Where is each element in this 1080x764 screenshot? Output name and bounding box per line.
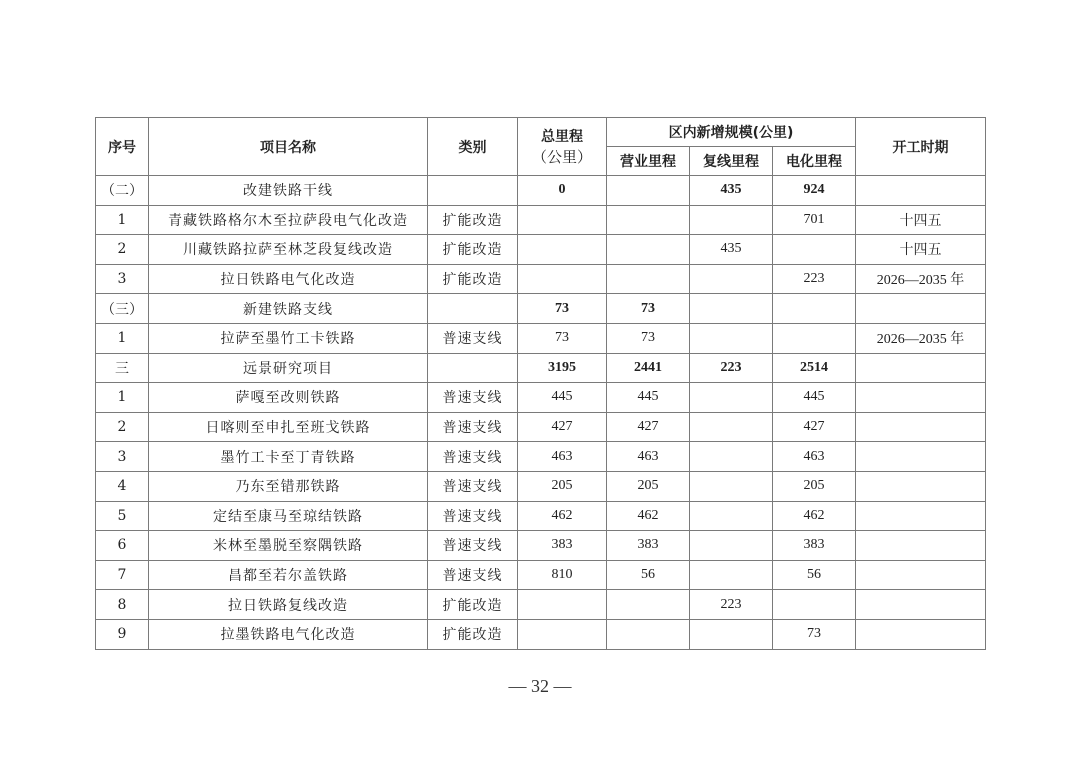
cell-double-track-mileage (690, 412, 773, 442)
cell-operating-mileage: 445 (607, 383, 690, 413)
cell-electrified-mileage (773, 294, 856, 324)
cell-seq: 3 (96, 264, 149, 294)
cell-electrified-mileage (773, 235, 856, 265)
cell-project-name: 萨嘎至改则铁路 (149, 383, 428, 413)
cell-start-time: 十四五 (856, 235, 986, 265)
cell-project-name: 拉日铁路电气化改造 (149, 264, 428, 294)
cell-start-time (856, 531, 986, 561)
table-row (96, 560, 986, 590)
cell-start-time (856, 471, 986, 501)
cell-category: 扩能改造 (428, 205, 518, 235)
cell-operating-mileage: 205 (607, 471, 690, 501)
cell-project-name: 日喀则至申扎至班戈铁路 (149, 412, 428, 442)
cell-project-name: 定结至康马至琼结铁路 (149, 501, 428, 531)
cell-double-track-mileage (690, 205, 773, 235)
cell-project-name: 远景研究项目 (149, 353, 428, 383)
table-row (96, 323, 986, 353)
cell-category: 普速支线 (428, 412, 518, 442)
cell-operating-mileage: 427 (607, 412, 690, 442)
cell-double-track-mileage (690, 323, 773, 353)
table-row (96, 235, 986, 265)
cell-total-mileage (518, 264, 607, 294)
cell-operating-mileage (607, 176, 690, 206)
cell-category: 扩能改造 (428, 235, 518, 265)
cell-electrified-mileage: 462 (773, 501, 856, 531)
cell-operating-mileage: 73 (607, 323, 690, 353)
table-row (96, 205, 986, 235)
cell-seq: 2 (96, 235, 149, 265)
railway-projects-table (95, 117, 986, 650)
cell-project-name: 川藏铁路拉萨至林芝段复线改造 (149, 235, 428, 265)
cell-double-track-mileage (690, 442, 773, 472)
cell-operating-mileage: 462 (607, 501, 690, 531)
section-row (96, 294, 986, 324)
cell-project-name: 青藏铁路格尔木至拉萨段电气化改造 (149, 205, 428, 235)
cell-electrified-mileage (773, 323, 856, 353)
table-row (96, 471, 986, 501)
table-row (96, 442, 986, 472)
cell-operating-mileage (607, 264, 690, 294)
cell-double-track-mileage: 223 (690, 590, 773, 620)
cell-start-time: 2026—2035 年 (856, 264, 986, 294)
cell-project-name: 拉墨铁路电气化改造 (149, 619, 428, 649)
cell-operating-mileage: 2441 (607, 353, 690, 383)
cell-seq: 2 (96, 412, 149, 442)
header-double-track: 复线里程 (690, 147, 773, 176)
page-number: — 32 — (508, 676, 572, 696)
cell-start-time (856, 294, 986, 324)
table-row (96, 383, 986, 413)
cell-electrified-mileage: 445 (773, 383, 856, 413)
cell-seq: 三 (96, 353, 149, 383)
cell-start-time (856, 619, 986, 649)
cell-electrified-mileage: 924 (773, 176, 856, 206)
cell-double-track-mileage: 435 (690, 235, 773, 265)
cell-electrified-mileage (773, 590, 856, 620)
cell-total-mileage (518, 205, 607, 235)
cell-category: 普速支线 (428, 323, 518, 353)
table-body (96, 176, 986, 650)
cell-total-mileage (518, 590, 607, 620)
cell-seq: 3 (96, 442, 149, 472)
cell-category: 普速支线 (428, 531, 518, 561)
cell-operating-mileage: 73 (607, 294, 690, 324)
cell-category (428, 294, 518, 324)
cell-double-track-mileage: 435 (690, 176, 773, 206)
cell-double-track-mileage (690, 560, 773, 590)
cell-project-name: 乃东至错那铁路 (149, 471, 428, 501)
header-category: 类别 (428, 118, 518, 176)
cell-category: 普速支线 (428, 471, 518, 501)
cell-seq: 5 (96, 501, 149, 531)
cell-project-name: 拉日铁路复线改造 (149, 590, 428, 620)
header-seq: 序号 (96, 118, 149, 176)
cell-electrified-mileage: 205 (773, 471, 856, 501)
cell-project-name: 昌都至若尔盖铁路 (149, 560, 428, 590)
cell-total-mileage: 462 (518, 501, 607, 531)
cell-total-mileage: 427 (518, 412, 607, 442)
cell-category: 普速支线 (428, 501, 518, 531)
cell-total-mileage: 3195 (518, 353, 607, 383)
table-row (96, 590, 986, 620)
cell-category (428, 176, 518, 206)
header-total-unit: （公里） (531, 148, 592, 166)
cell-operating-mileage (607, 235, 690, 265)
cell-total-mileage: 810 (518, 560, 607, 590)
cell-project-name: 改建铁路干线 (149, 176, 428, 206)
header-new-scale: 区内新增规模(公里) (607, 118, 856, 147)
header-operating: 营业里程 (607, 147, 690, 176)
cell-start-time (856, 560, 986, 590)
table-row (96, 412, 986, 442)
cell-electrified-mileage: 2514 (773, 353, 856, 383)
cell-category: 普速支线 (428, 560, 518, 590)
cell-total-mileage: 445 (518, 383, 607, 413)
cell-seq: 1 (96, 383, 149, 413)
cell-double-track-mileage (690, 471, 773, 501)
cell-category (428, 353, 518, 383)
cell-seq: （三） (96, 294, 149, 324)
section-row (96, 176, 986, 206)
cell-seq: （二） (96, 176, 149, 206)
cell-project-name: 墨竹工卡至丁青铁路 (149, 442, 428, 472)
cell-double-track-mileage (690, 383, 773, 413)
cell-start-time (856, 590, 986, 620)
table-row (96, 501, 986, 531)
cell-start-time (856, 442, 986, 472)
cell-electrified-mileage: 383 (773, 531, 856, 561)
cell-electrified-mileage: 56 (773, 560, 856, 590)
cell-seq: 6 (96, 531, 149, 561)
cell-project-name: 拉萨至墨竹工卡铁路 (149, 323, 428, 353)
cell-seq: 8 (96, 590, 149, 620)
cell-double-track-mileage (690, 294, 773, 324)
cell-operating-mileage (607, 619, 690, 649)
table-row (96, 619, 986, 649)
cell-seq: 4 (96, 471, 149, 501)
cell-start-time (856, 353, 986, 383)
cell-start-time (856, 412, 986, 442)
cell-start-time: 十四五 (856, 205, 986, 235)
table-row (96, 264, 986, 294)
table-row (96, 531, 986, 561)
cell-total-mileage: 73 (518, 323, 607, 353)
cell-operating-mileage: 463 (607, 442, 690, 472)
header-electrified: 电化里程 (773, 147, 856, 176)
cell-electrified-mileage: 701 (773, 205, 856, 235)
header-total-mileage-label: 总里程 (541, 129, 583, 145)
cell-category: 普速支线 (428, 442, 518, 472)
cell-category: 普速支线 (428, 383, 518, 413)
cell-operating-mileage: 56 (607, 560, 690, 590)
cell-double-track-mileage (690, 531, 773, 561)
cell-category: 扩能改造 (428, 590, 518, 620)
cell-operating-mileage: 383 (607, 531, 690, 561)
header-project-name: 项目名称 (149, 118, 428, 176)
cell-electrified-mileage: 73 (773, 619, 856, 649)
cell-total-mileage: 73 (518, 294, 607, 324)
section-row (96, 353, 986, 383)
cell-electrified-mileage: 463 (773, 442, 856, 472)
header-total-mileage (518, 118, 607, 176)
cell-operating-mileage (607, 590, 690, 620)
cell-total-mileage (518, 235, 607, 265)
cell-operating-mileage (607, 205, 690, 235)
cell-double-track-mileage (690, 264, 773, 294)
cell-seq: 7 (96, 560, 149, 590)
cell-seq: 9 (96, 619, 149, 649)
cell-project-name: 新建铁路支线 (149, 294, 428, 324)
cell-total-mileage (518, 619, 607, 649)
cell-total-mileage: 205 (518, 471, 607, 501)
cell-seq: 1 (96, 323, 149, 353)
cell-start-time (856, 501, 986, 531)
header-start-time: 开工时期 (856, 118, 986, 176)
cell-electrified-mileage: 427 (773, 412, 856, 442)
cell-total-mileage: 463 (518, 442, 607, 472)
cell-category: 扩能改造 (428, 264, 518, 294)
cell-start-time: 2026—2035 年 (856, 323, 986, 353)
cell-double-track-mileage: 223 (690, 353, 773, 383)
cell-start-time (856, 176, 986, 206)
cell-project-name: 米林至墨脱至察隅铁路 (149, 531, 428, 561)
cell-category: 扩能改造 (428, 619, 518, 649)
cell-total-mileage: 0 (518, 176, 607, 206)
cell-double-track-mileage (690, 501, 773, 531)
cell-total-mileage: 383 (518, 531, 607, 561)
cell-electrified-mileage: 223 (773, 264, 856, 294)
cell-start-time (856, 383, 986, 413)
cell-seq: 1 (96, 205, 149, 235)
cell-double-track-mileage (690, 619, 773, 649)
